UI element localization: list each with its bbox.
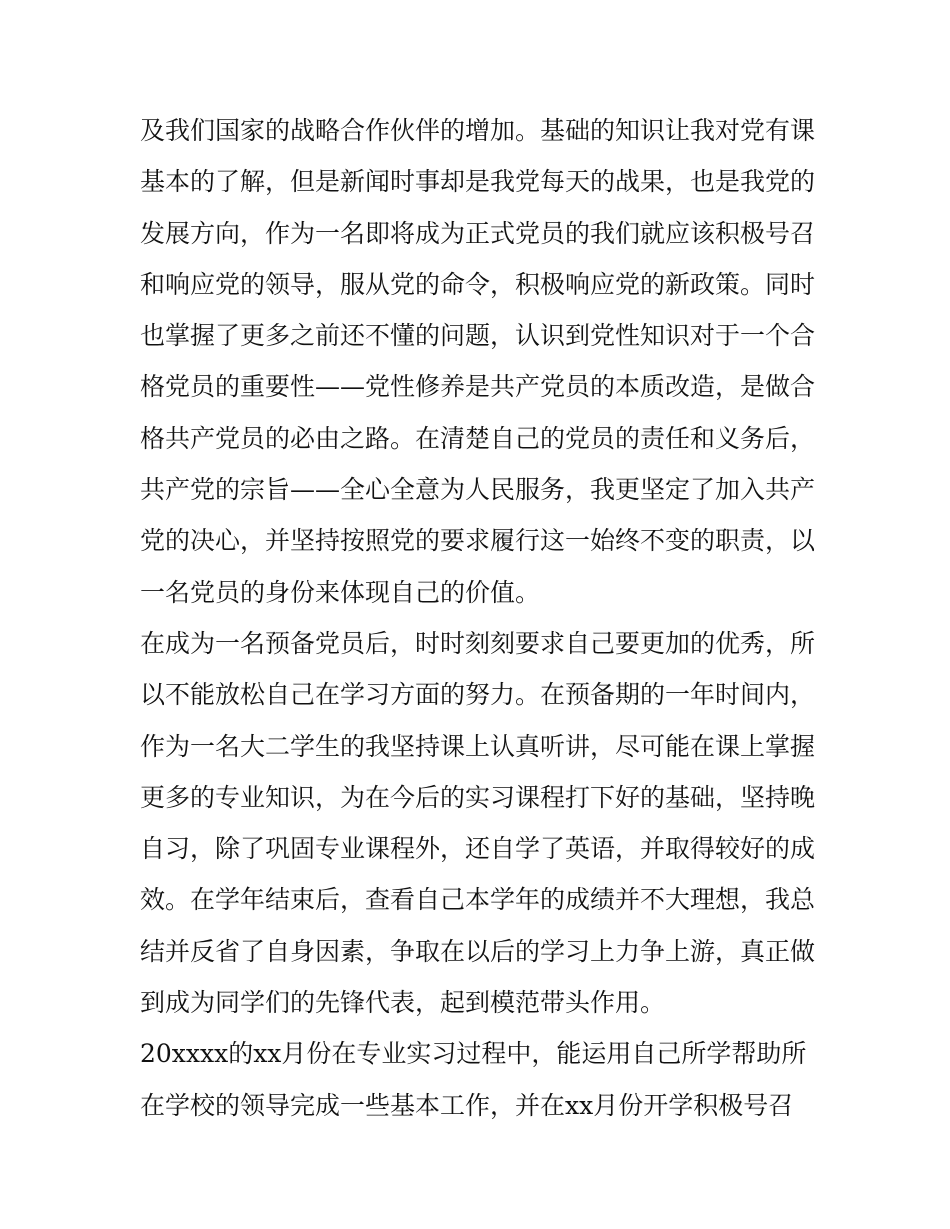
text-line: 以不能放松自己在学习方面的努力。在预备期的一年时间内， xyxy=(140,680,816,710)
text-line: 发展方向，作为一名即将成为正式党员的我们就应该积极号召 xyxy=(140,218,816,248)
text-line: 在学校的领导完成一些基本工作，并在xx月份开学积极号召 xyxy=(140,1090,794,1120)
text-line: 基本的了解，但是新闻时事却是我党每天的战果，也是我党的 xyxy=(140,167,816,197)
text-line: 格党员的重要性——党性修养是共产党员的本质改造，是做合 xyxy=(140,372,816,402)
text-line: 共产党的宗旨——全心全意为人民服务，我更坚定了加入共产 xyxy=(140,475,816,505)
text-line: 在成为一名预备党员后，时时刻刻要求自己要更加的优秀，所 xyxy=(140,628,816,658)
text-line: 20xxxx的xx月份在专业实习过程中，能运用自己所学帮助所 xyxy=(140,1039,807,1069)
text-line: 更多的专业知识，为在今后的实习课程打下好的基础，坚持晚 xyxy=(140,782,816,812)
text-line: 和响应党的领导，服从党的命令，积极响应党的新政策。同时 xyxy=(140,269,816,299)
text-line: 自习，除了巩固专业课程外，还自学了英语，并取得较好的成 xyxy=(140,834,816,864)
text-line: 党的决心，并坚持按照党的要求履行这一始终不变的职责，以 xyxy=(140,526,816,556)
document-body xyxy=(140,105,820,1131)
text-line: 也掌握了更多之前还不懂的问题，认识到党性知识对于一个合 xyxy=(140,321,816,351)
text-line: 格共产党员的必由之路。在清楚自己的党员的责任和义务后， xyxy=(140,423,816,453)
text-line: 及我们国家的战略合作伙伴的增加。基础的知识让我对党有课 xyxy=(140,116,816,145)
text-line: 作为一名大二学生的我坚持课上认真听讲，尽可能在课上掌握 xyxy=(140,731,816,761)
text-line: 结并反省了自身因素，争取在以后的学习上力争上游，真正做 xyxy=(140,936,816,966)
text-line: 一名党员的身份来体现自己的价值。 xyxy=(140,577,541,607)
text-line: 效。在学年结束后，查看自己本学年的成绩并不大理想，我总 xyxy=(140,885,816,915)
text-line: 到成为同学们的先锋代表，起到模范带头作用。 xyxy=(140,988,666,1018)
